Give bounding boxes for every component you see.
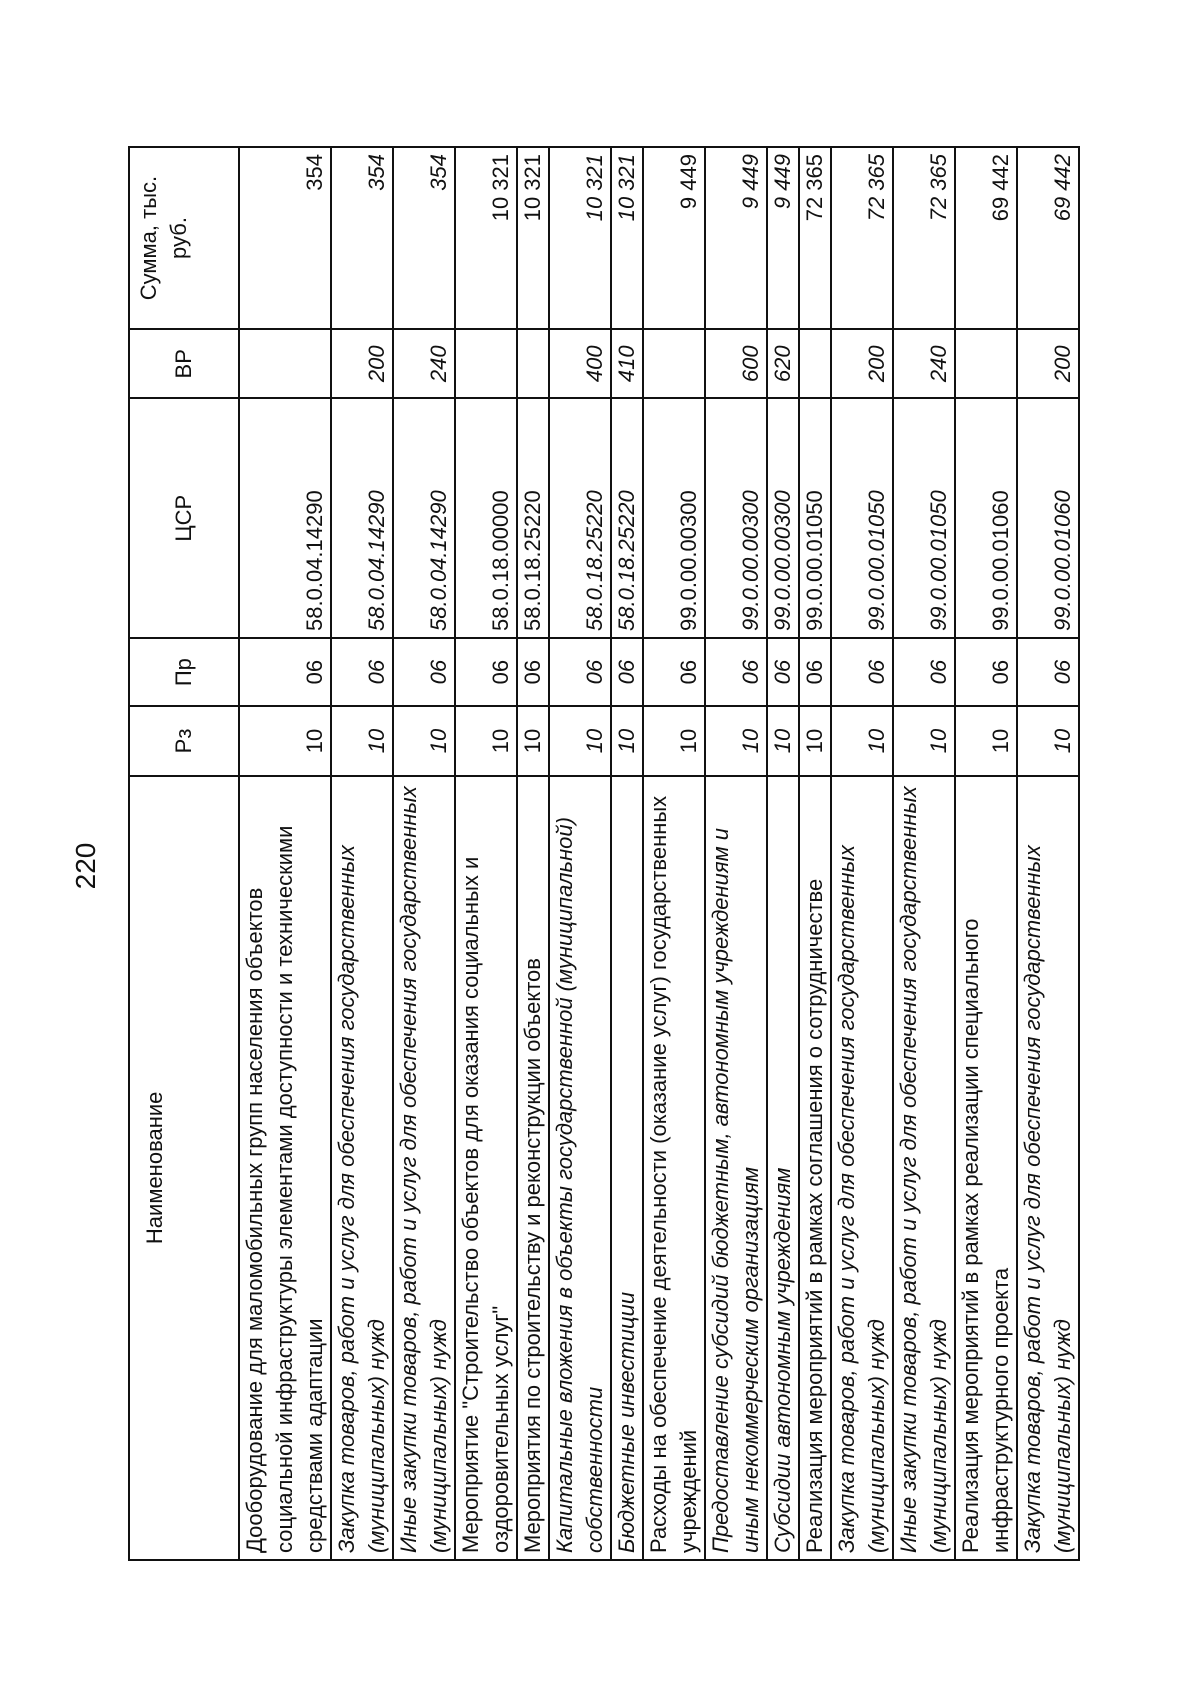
table-row (611, 147, 643, 1560)
cell-name: Мероприятия по строительству и реконструкции объектов (517, 776, 549, 1560)
cell-name: Реализация мероприятий в рамках реализации специального инфраструктурного проекта (955, 776, 1017, 1560)
cell-name: Капитальные вложения в объекты государственной (муниципальной) собственности (549, 776, 611, 1560)
cell-sum: 10 321 (517, 147, 549, 329)
cell-vr: 200 (1017, 329, 1079, 398)
cell-rz: 10 (643, 706, 705, 775)
cell-sum: 354 (239, 147, 331, 329)
cell-vr: 240 (393, 329, 455, 398)
cell-pr: 06 (331, 638, 393, 706)
cell-csr: 58.0.18.25220 (517, 399, 549, 638)
cell-pr: 06 (893, 638, 955, 706)
cell-pr: 06 (1017, 638, 1079, 706)
cell-csr: 99.0.00.00300 (705, 399, 767, 638)
cell-csr: 99.0.00.01060 (955, 399, 1017, 638)
cell-pr: 06 (799, 638, 831, 706)
cell-rz: 10 (331, 706, 393, 775)
cell-rz: 10 (705, 706, 767, 775)
cell-vr (517, 329, 549, 398)
cell-pr: 06 (239, 638, 331, 706)
cell-pr: 06 (393, 638, 455, 706)
cell-sum: 72 365 (831, 147, 893, 329)
cell-rz: 10 (611, 706, 643, 775)
cell-rz: 10 (239, 706, 331, 775)
cell-pr: 06 (767, 638, 799, 706)
table-row (799, 147, 831, 1560)
cell-name: Дооборудование для маломобильных групп населения объектов социальной инфраструктуры элементами доступности и техническими средствами адаптации (239, 776, 331, 1560)
cell-csr: 99.0.00.01050 (831, 399, 893, 638)
cell-sum: 9 449 (767, 147, 799, 329)
cell-rz: 10 (831, 706, 893, 775)
cell-sum: 10 321 (455, 147, 517, 329)
table-row (705, 147, 767, 1560)
cell-csr: 99.0.00.01060 (1017, 399, 1079, 638)
cell-vr (799, 329, 831, 398)
table-row (331, 147, 393, 1560)
cell-rz: 10 (955, 706, 1017, 775)
cell-csr: 58.0.18.00000 (455, 399, 517, 638)
cell-vr: 240 (893, 329, 955, 398)
cell-name: Закупка товаров, работ и услуг для обеспечения государственных (муниципальных) нужд (331, 776, 393, 1560)
cell-csr: 58.0.18.25220 (611, 399, 643, 638)
cell-csr: 99.0.00.00300 (643, 399, 705, 638)
cell-csr: 58.0.04.14290 (393, 399, 455, 638)
table-row (517, 147, 549, 1560)
cell-rz: 10 (455, 706, 517, 775)
cell-sum: 354 (331, 147, 393, 329)
cell-vr (643, 329, 705, 398)
cell-csr: 99.0.00.00300 (767, 399, 799, 638)
table-row (643, 147, 705, 1560)
cell-name: Предоставление субсидий бюджетным, автономным учреждениям и иным некоммерческим организациям (705, 776, 767, 1560)
budget-table (128, 146, 1080, 1561)
header-pr: Пр (129, 638, 239, 706)
cell-name: Закупка товаров, работ и услуг для обеспечения государственных (муниципальных) нужд (1017, 776, 1079, 1560)
cell-csr: 58.0.04.14290 (331, 399, 393, 638)
header-vr: ВР (129, 329, 239, 398)
cell-pr: 06 (955, 638, 1017, 706)
cell-vr: 400 (549, 329, 611, 398)
cell-vr (955, 329, 1017, 398)
cell-pr: 06 (611, 638, 643, 706)
cell-rz: 10 (799, 706, 831, 775)
header-row (129, 147, 239, 1560)
page-number: 220 (70, 842, 101, 890)
table-row (549, 147, 611, 1560)
cell-name: Бюджетные инвестиции (611, 776, 643, 1560)
table-row (831, 147, 893, 1560)
header-sum: Сумма, тыс. руб. (129, 147, 239, 329)
table-row (239, 147, 331, 1560)
cell-pr: 06 (831, 638, 893, 706)
cell-pr: 06 (549, 638, 611, 706)
cell-csr: 58.0.18.25220 (549, 399, 611, 638)
table-row (455, 147, 517, 1560)
cell-rz: 10 (393, 706, 455, 775)
cell-sum: 72 365 (893, 147, 955, 329)
cell-vr: 200 (331, 329, 393, 398)
cell-name: Реализация мероприятий в рамках соглашения о сотрудничестве (799, 776, 831, 1560)
cell-sum: 72 365 (799, 147, 831, 329)
cell-name: Мероприятие "Строительство объектов для оказания социальных и оздоровительных услуг" (455, 776, 517, 1560)
cell-sum: 69 442 (955, 147, 1017, 329)
cell-pr: 06 (643, 638, 705, 706)
cell-sum: 10 321 (549, 147, 611, 329)
cell-vr: 600 (705, 329, 767, 398)
table-row (893, 147, 955, 1560)
header-rz: Рз (129, 706, 239, 775)
cell-name: Расходы на обеспечение деятельности (оказание услуг) государственных учреждений (643, 776, 705, 1560)
cell-vr (455, 329, 517, 398)
cell-name: Иные закупки товаров, работ и услуг для обеспечения государственных (муниципальных) нужд (893, 776, 955, 1560)
cell-sum: 354 (393, 147, 455, 329)
cell-vr: 200 (831, 329, 893, 398)
cell-vr: 410 (611, 329, 643, 398)
cell-csr: 99.0.00.01050 (799, 399, 831, 638)
cell-pr: 06 (705, 638, 767, 706)
cell-name: Закупка товаров, работ и услуг для обеспечения государственных (муниципальных) нужд (831, 776, 893, 1560)
cell-pr: 06 (455, 638, 517, 706)
cell-rz: 10 (517, 706, 549, 775)
cell-rz: 10 (893, 706, 955, 775)
header-csr: ЦСР (129, 399, 239, 638)
cell-csr: 58.0.04.14290 (239, 399, 331, 638)
cell-sum: 69 442 (1017, 147, 1079, 329)
cell-sum: 10 321 (611, 147, 643, 329)
header-name: Наименование (129, 776, 239, 1560)
cell-rz: 10 (767, 706, 799, 775)
cell-vr (239, 329, 331, 398)
table-body (239, 147, 1079, 1560)
cell-rz: 10 (1017, 706, 1079, 775)
table-row (767, 147, 799, 1560)
cell-pr: 06 (517, 638, 549, 706)
table-row (1017, 147, 1079, 1560)
cell-rz: 10 (549, 706, 611, 775)
table-row (955, 147, 1017, 1560)
cell-vr: 620 (767, 329, 799, 398)
table-row (393, 147, 455, 1560)
cell-sum: 9 449 (705, 147, 767, 329)
cell-csr: 99.0.00.01050 (893, 399, 955, 638)
cell-name: Иные закупки товаров, работ и услуг для обеспечения государственных (муниципальных) нужд (393, 776, 455, 1560)
cell-name: Субсидии автономным учреждениям (767, 776, 799, 1560)
cell-sum: 9 449 (643, 147, 705, 329)
